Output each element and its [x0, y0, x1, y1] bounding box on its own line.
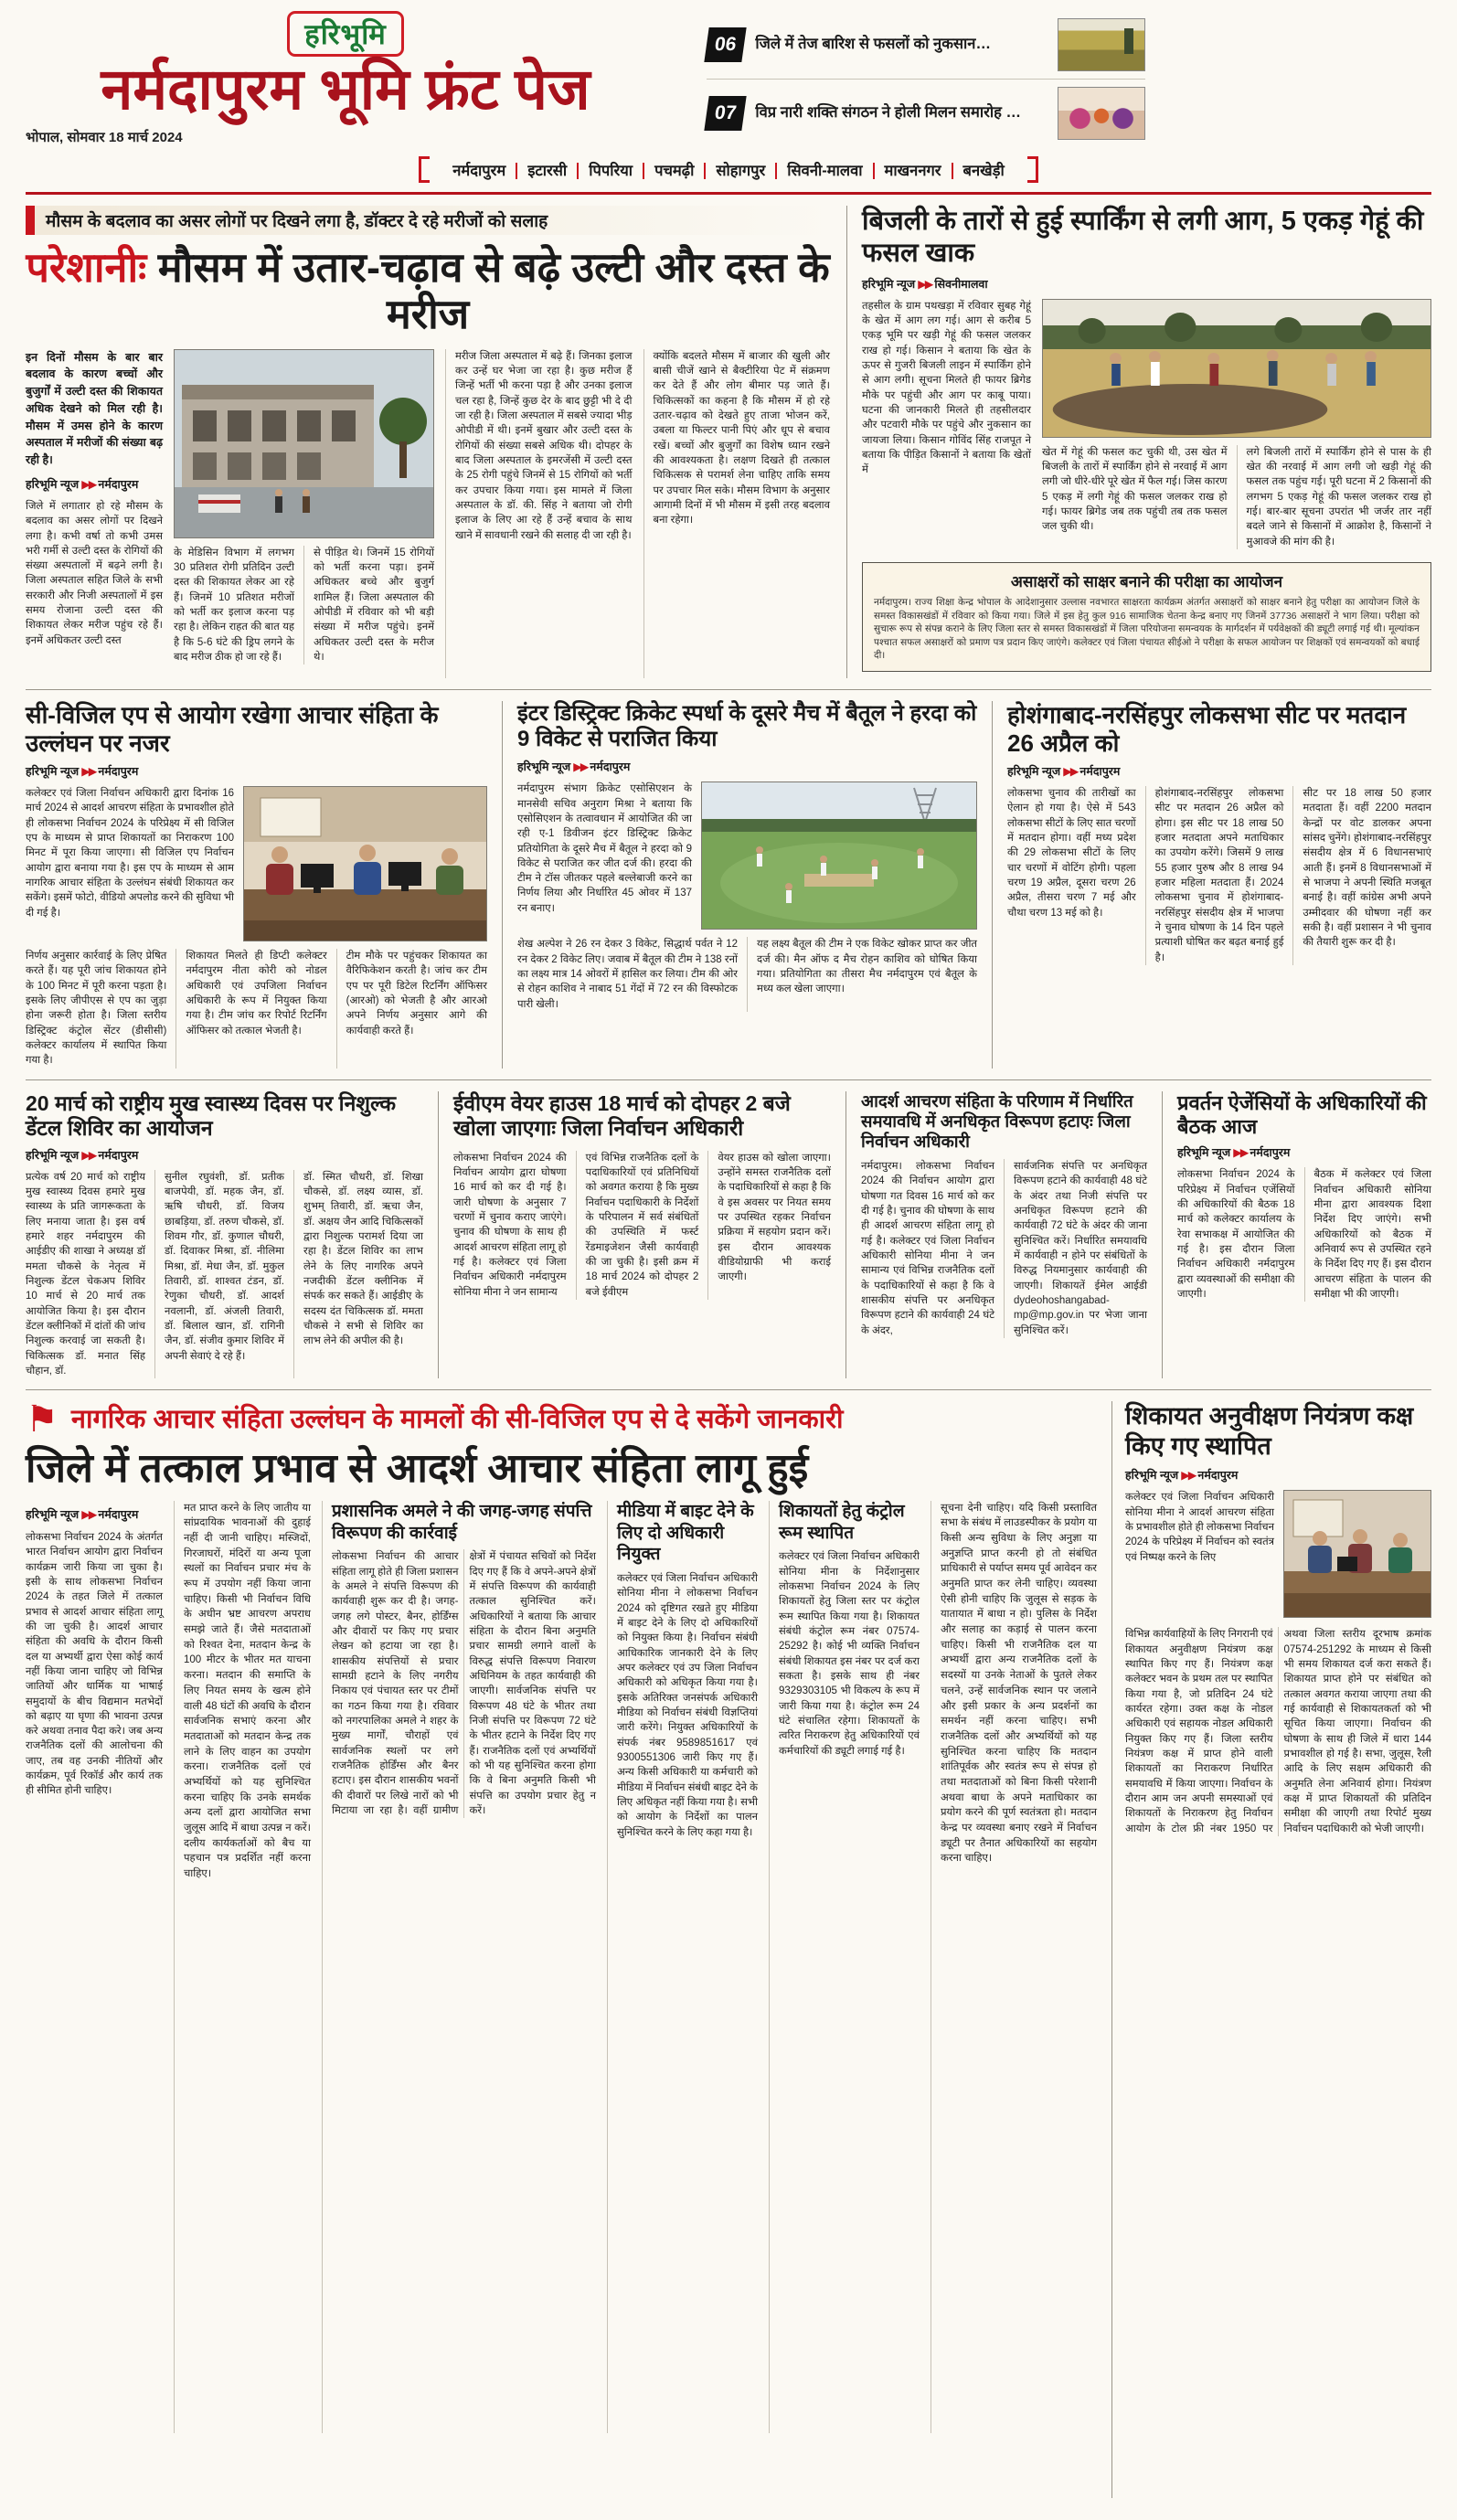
headline: ईवीएम वेयर हाउस 18 मार्च को दोपहर 2 बजे खोला जाएगाः जिला निर्वाचन अधिकारी	[453, 1090, 791, 1141]
article-wheat-fire	[846, 206, 1431, 678]
headline	[26, 244, 830, 338]
byline-place: नर्मदापुरम	[98, 477, 139, 491]
holi-milan-photo	[1058, 87, 1145, 140]
body-text: सूचना देनी चाहिए। यदि किसी प्रस्तावित सभा के संबंध में लाउडस्पीकर के प्रयोग या किसी अन्य सुविधा के लिए अनुज्ञा या अनुज्ञप्ति प्राप्त करनी हो तो संबंधित प्राधिकारी से पर्याप्त समय पूर्व आवेदन कर अनुमति प्राप्त कर लेनी चाहिए। व्यवस्था ऐसी होनी चाहिए कि जुलूस से सड़क के यातायात में बाधा न हो। पुलिस के निर्देश और सलाह का कड़ाई से पालन करना चाहिए। किसी भी राजनैतिक दल या अभ्यर्थी द्वारा अन्य राजनैतिक दलों के सदस्यों या उनके नेताओं के पुतले लेकर चलने, उन्हें सार्वजनिक स्थान पर जलाने और इसी प्रकार के अन्य प्रदर्शनों का समर्थन नहीं करना चाहिए। सभी राजनैतिक दलों और अभ्यर्थियों को यह सुनिश्चित करना चाहिए कि मतदान शांतिपूर्वक और स्वतंत्र रूप से संपन्न हो तथा मतदाताओं को बिना किसी परेशानी अथवा बाधा के अपने मताधिकार का प्रयोग करने की पूर्ण स्वतंत्रता हो। मतदान केन्द्र पर व्यवस्था बनाए रखने में निर्वाचन ड्यूटी पर तैनात अधिकारियों का सहयोग करना चाहिए।	[931, 1501, 1097, 2433]
body-text: होशंगाबाद-नरसिंहपुर लोकसभा सीट पर मतदान 26 अप्रैल को होगा। इस सीट पर 18 लाख 50 हजार मतदाता अपने मताधिकार का उपयोग करेंगे। जिसमें 9 लाख 55 हजार पुरुष और 8 लाख 94 हजार महिला मतदाता हैं। 2024 लोकसभा चुनाव में होशंगाबाद-नरसिंहपुर संसदीय क्षेत्र में भाजपा ने चुनाव घोषणा के 14 दिन पहले प्रत्याशी घोषित कर बढ़त बनाई हुई है।	[1145, 786, 1284, 965]
headline-text: मौसम में उतार-चढ़ाव से बढ़े उल्टी और दस्त के मरीज	[146, 244, 830, 338]
article-body	[26, 786, 487, 941]
body-text: लोकसभा निर्वाचन 2024 के परिप्रेक्ष्य में निर्वाचन एजेंसियों की अधिकारियों की बैठक 18 मार्च को कलेक्टर कार्यालय के रेवा सभाकक्ष में आयोजित की गई है। इस दौरान जिला निर्वाचन अधिकारी नर्मदापुरम द्वारा व्यवस्थाओं की समीक्षा की जाएगी।	[1177, 1169, 1295, 1300]
article-property-defacement	[322, 1501, 596, 2433]
city-name: पचमढ़ी	[643, 163, 704, 179]
headline: होशंगाबाद-नरसिंहपुर लोकसभा सीट पर मतदान 26 अप्रैल को	[1007, 700, 1407, 757]
byline-arrows-icon: ▶▶	[1181, 1469, 1196, 1483]
city-name: पिपरिया	[577, 163, 643, 179]
middle-stories-row-1	[26, 701, 1431, 1069]
headline: प्रवर्तन ऐजेंसियों के अधिकारियों की बैठक आज	[1177, 1090, 1427, 1138]
burnt-field-photo	[1042, 299, 1431, 438]
body-text: शिकायत मिलते ही डिप्टी कलेक्टर नर्मदापुरम नीता कोरी को नोडल अधिकारी एवं उपजिला निर्वाचन अधिकारी के रूप में नियुक्त किया गया है। टीम जांच कर रिपोर्ट रिटर्निंग ऑफिसर को तत्काल भेजती है।	[175, 949, 326, 1069]
body-text: खेत में गेहूं की फसल कट चुकी थी, उस खेत में बिजली के तारों में स्पार्किंग होने से नरवाई में आग लगी जो धीरे-धीरे पूरे खेत में फैल गई। जिस कारण 5 एकड़ में लगी गेहूं की फसल जलकर राख हो गई। फायर ब्रिगेड जब तक पहुंची तब तक फसल जल चुकी थी।	[1042, 446, 1228, 533]
city-name: इटारसी	[516, 163, 577, 179]
page-title: नर्मदापुरम भूमि फ्रंट पेज	[101, 58, 590, 122]
newspaper-logo	[287, 11, 404, 57]
body-text: बैठक में कलेक्टर एवं जिला निर्वाचन अधिकारी सोनिया मीना द्वारा आवश्यक दिशा निर्देश दिए जाएंगे। सभी अधिकारियों को बैठक में अनिवार्य रूप से उपस्थित रहने के निर्देश दिए गए हैं। इस दौरान आचरण संहिता के पालन की समीक्षा भी की जाएगी।	[1304, 1167, 1432, 1302]
flag-icon: ⚑	[26, 1399, 58, 1441]
byline-arrows-icon: ▶▶	[573, 760, 588, 774]
article-code-of-conduct	[26, 1401, 1097, 2498]
body-text: नर्मदापुरम। राज्य शिक्षा केन्द्र भोपाल के आदेशानुसार उल्लास नवभारत साक्षरता कार्यक्रम अंतर्गत असाक्षरों को साक्षर बनाने हेतु परीक्षा का आयोजन जिले के समस्त विकासखंडों में रविवार को किया गया। जिले में इस हेतु कुल 916 सामाजिक चेतना केन्द्र बनाए गए जिनमें 37736 असाक्षरों ने भाग लिया। परीक्षा को सुचारू रूप से संपन्न कराने के लिए जिला स्तर से समस्त विकासखंडों में जिला परियोजना समन्वयक के मार्गदर्शन में पर्यवेक्षकों की ड्यूटी लगाई गई थी। मूल्यांकन पश्चात सफल असाक्षरों को प्रमाण पत्र प्रदान किए जाएंगे। कलेक्टर एवं जिला पंचायत सीईओ ने परीक्षा के सफल आयोजन पर शिक्षकों एवं समन्वयकों को बधाई दी।	[874, 597, 1420, 661]
byline-agency: हरिभूमि न्यूज	[517, 760, 571, 774]
headline: 20 मार्च को राष्ट्रीय मुख स्वास्थ्य दिवस पर निशुल्क डेंटल शिविर का आयोजन	[26, 1090, 397, 1141]
body-text: नर्मदापुरम संभाग क्रिकेट एसोसिएशन के मानसेवी सचिव अनुराग मिश्रा ने बताया कि एसोसिएशन के तत्वावधान में आयोजित की जा रही ए-1 डिवीजन इंटर डिस्ट्रिक्ट क्रिकेट प्रतियोगिता के दूसरे मैच में बैतूल ने हरदा को 9 विकेट से पराजित कर जीत दर्ज की। हरदा की टीम ने टॉस जीतकर पहले बल्लेबाजी करने का निर्णय लिया और निर्धारित 45 ओवर में 137 रन बनाए।	[517, 783, 692, 914]
article-column	[1042, 299, 1431, 549]
body-text: से पीड़ित थे। जिनमें 15 रोगियों को भर्ती करना पड़ा। इनमें अधिकतर बच्चे और बुजुर्ग शामिल हैं। जिला अस्पताल की ओपीडी में रविवार को भी बड़ी संख्या में मरीज पहुंचे। इनमें अधिकतर उल्टी दस्त के मरीज थे।	[303, 546, 434, 665]
article-body	[862, 299, 1431, 549]
byline	[26, 763, 487, 779]
article-body	[1007, 786, 1431, 965]
article-literacy-exam	[862, 562, 1431, 672]
article-complaint-monitoring	[1111, 1401, 1431, 2498]
body-text: मरीज जिला अस्पताल में बढ़े हैं। जिनका इलाज कर उन्हें घर भेजा जा रहा है। कुछ मरीज हैं जिन्हें भर्ती भी करना पड़ा है और उनका इलाज चल रहा है, जिन्हें कुछ देर के बाद छुट्टी भी दे दी जा रही है। जिला अस्पताल में सबसे ज्यादा भीड़ ओपीडी में थी। इनमें बुखार और उल्टी दस्त के रोगियों की संख्या सबसे अधिक थी। दोपहर के बाद जिला अस्पताल के इमरजेंसी में उल्टी दस्त के 25 रोगी पहुंचे जिनमें से 15 रोगियों को भर्ती कर उपचार किया गया। इस मामले में जिला अस्पताल के डॉ. की. सिंह ने बताया जो रोगी इलाज के लिए आ रहे हैं उन्हें बचाव के साथ खाने में सावधानी रखने की सलाह दी जा रही है।	[445, 349, 633, 678]
byline	[1177, 1144, 1431, 1160]
sub-headline: मीडिया में बाइट देने के लिए दो अधिकारी नियुक्त	[617, 1501, 754, 1565]
article-cricket-match	[502, 701, 977, 1069]
cricket-ground-photo	[701, 782, 977, 930]
body-text: विभिन्न कार्यवाहियों के लिए निगरानी एवं शिकायत अनुवीक्षण नियंत्रण कक्ष स्थापित किए गए हैं। नियंत्रण कक्ष कलेक्टर भवन के प्रथम तल पर स्थापित किया गया है, जो प्रतिदिन 24 घंटे कार्यरत रहेगा। उक्त कक्ष के नोडल अधिकारी एवं सहायक नोडल अधिकारी नियुक्त किए गए हैं। जिला स्तरीय नियंत्रण कक्ष में प्राप्त होने वाली शिकायतों का निराकरण निर्धारित समयावधि में किया जाएगा। निर्वाचन के दौरान आम जन अपनी समस्याओं एवं शिकायतों के निराकरण हेतु निर्वाचन आयोग के टोल फ्री नंबर 1950 पर अथवा जिला स्तरीय दूरभाष क्रमांक 07574-251292 के माध्यम से किसी भी समय शिकायत दर्ज करा सकते हैं। शिकायत प्राप्त होने पर संबंधित को तत्काल अवगत कराया जाएगा तथा की गई कार्यवाही से शिकायतकर्ता को भी सूचित किया जाएगा। निर्वाचन की घोषणा के साथ ही जिले में धारा 144 प्रभावशील हो गई है। सभा, जुलूस, रैली आदि के लिए सक्षम अधिकारी की अनुमति लेना अनिवार्य होगा। नियंत्रण कक्ष में प्राप्त शिकायतों की प्रतिदिन समीक्षा की जाएगी तथा रिपोर्ट मुख्य निर्वाचन पदाधिकारी को भेजी जाएगी।	[1125, 1629, 1431, 1834]
lead-paragraph: इन दिनों मौसम के बार बार बदलाव के कारण बच्चों और बुजुर्गों में उल्टी दस्त की शिकायत अधिक देखने को मिल रही है। मौसम में उमस होने के कारण अस्पताल में मरीजों की संख्या बढ़ रही है।	[26, 350, 163, 467]
body-text: वेयर हाउस को खोला जाएगा। उन्होंने समस्त राजनैतिक दलों के पदाधिकारियों से कहा है कि वे इस अवसर पर नियत समय पर उपस्थित रहकर निर्वाचन प्रक्रिया में सहयोग प्रदान करें। इस दौरान आवश्यक वीडियोग्राफी भी कराई जाएगी।	[707, 1151, 831, 1300]
article-body	[861, 1159, 1147, 1338]
body-text: लोकसभा चुनाव की तारीखों का ऐलान हो गया है। ऐसे में 543 लोकसभा सीटों के लिए सात चरणों में मतदान होगा। वहीं मध्य प्रदेश की 29 लोकसभा सीटों के लिए चार चरणों में वोटिंग होगी। पहला चरण 19 अप्रैल, दूसरा चरण 26 अप्रैल, तीसरा चरण 7 मई और चौथा चरण 13 मई को है।	[1007, 787, 1136, 919]
article-body	[26, 349, 830, 678]
masthead-teasers	[707, 11, 1145, 147]
article-media-officers	[607, 1501, 758, 2433]
article-control-room	[769, 1501, 920, 2433]
article-column	[174, 349, 434, 678]
monitoring-room-photo	[1283, 1490, 1431, 1618]
teaser-item	[707, 11, 1145, 79]
middle-stories-row-2	[26, 1091, 1431, 1379]
article-enforcement-meeting	[1162, 1091, 1431, 1379]
headline: सी-विजिल एप से आयोग रखेगा आचार संहिता के उल्लंघन पर नजर	[26, 700, 439, 757]
byline-agency: हरिभूमि न्यूज	[1007, 764, 1061, 778]
top-stories-row	[26, 206, 1431, 678]
byline-place: नर्मदापुरम	[1250, 1146, 1291, 1160]
teaser-headline: जिले में तेज बारिश से फसलों को नुकसान…	[755, 36, 991, 53]
byline	[26, 476, 163, 492]
article-columns-under-photo	[1042, 445, 1431, 549]
article-columns-under-photo	[26, 949, 487, 1069]
article-weather-illness	[26, 206, 830, 678]
byline-agency: हरिभूमि न्यूज	[1125, 1469, 1179, 1483]
article-evm-warehouse	[438, 1091, 831, 1379]
headline: आदर्श आचरण संहिता के परिणाम में निर्धारित समयावधि में अनधिकृत विरूपण हटाएः जिला निर्वाचन अधिकारी	[861, 1090, 1133, 1151]
section-divider	[26, 1389, 1431, 1390]
sub-headline: प्रशासनिक अमले ने की जगह-जगह संपत्ति विरूपण की कार्रवाई	[332, 1501, 592, 1543]
article-body	[26, 1170, 423, 1379]
article-cvigil-app	[26, 701, 487, 1069]
byline-arrows-icon: ▶▶	[81, 764, 96, 778]
article-column	[26, 1501, 163, 2433]
body-text: नर्मदापुरम। लोकसभा निर्वाचन 2024 की निर्वाचन आयोग द्वारा घोषणा गत दिवस 16 मार्च को कर दी गई है। चुनाव की घोषणा के साथ ही आदर्श आचरण संहिता लागू हो गई है। कलेक्टर एवं जिला निर्वाचन अधिकारी सोनिया मीना ने जन सामान्य एवं विभिन्न राजनैतिक दलों के पदाधिकारियों से कहा है कि वे शासकीय संपत्ति पर अनधिकृत विरूपण हटाने की कार्यवाही 24 घंटे के अंदर,	[861, 1161, 994, 1336]
byline	[862, 276, 1431, 292]
article-dental-camp	[26, 1091, 423, 1379]
byline-place: नर्मदापुरम	[98, 1507, 139, 1521]
banner-text: नागरिक आचार संहिता उल्लंघन के मामलों की सी-विजिल एप से दे सकेंगे जानकारी	[70, 1404, 844, 1434]
byline-agency: हरिभूमि न्यूज	[26, 477, 80, 491]
byline-place: नर्मदापुरम	[590, 760, 631, 774]
byline	[26, 1147, 423, 1163]
kicker: मौसम के बदलाव का असर लोगों पर दिखने लगा है, डॉक्टर दे रहे मरीजों को सलाह	[26, 206, 830, 235]
dateline: भोपाल, सोमवार 18 मार्च 2024	[26, 130, 183, 146]
article-columns-under-photo	[517, 937, 977, 1012]
byline-place: नर्मदापुरम	[1197, 1469, 1239, 1483]
headline: इंटर डिस्ट्रिक्ट क्रिकेट स्पर्धा के दूसरे मैच में बैतूल ने हरदा को 9 विकेट से पराजित किया	[517, 700, 977, 752]
body-text: तहसील के ग्राम पथखड़ा में रविवार सुबह गेहूं के खेत में आग लग गई। आग से करीब 5 एकड़ भूमि पर खड़ी गेहूं की फसल जलकर राख हो गई। किसान ने बताया कि खेत के ऊपर से गुजरी बिजली लाइन में स्पार्किंग होने से आग लगी। सूचना मिलते ही फायर ब्रिगेड मौके पर पहुंची और आग पर काबू पाया। घटना की जानकारी मिलते ही तहसीलदार और पटवारी मौके पर पहुंचे और नुकसान का जायजा लिया। किसान गोविंद सिंह राजपूत ने बताया कि पीड़ित किसानों ने बताया कि खेतों में	[862, 300, 1031, 476]
page-number-badge: 06	[704, 27, 747, 62]
body-text: सार्वजनिक संपत्ति पर अनधिकृत विरूपण हटाने की कार्यवाही 48 घंटे के अंदर तथा निजी संपत्ति पर अनधिकृत विरूपण हटाने की कार्यवाही 72 घंटे के अंदर की जाना सुनिश्चित करें। निर्धारित समयावधि में कार्यवाही न होने पर संबंधितों के विरुद्ध नियमानुसार कार्यवाही की जाएगी। शिकायतें ईमेल आईडी dydeohoshangabad-mp@mp.gov.in पर भेजा जाना सुनिश्चित करें।	[1004, 1159, 1147, 1338]
section-divider	[26, 192, 1431, 195]
byline-agency: हरिभूमि न्यूज	[26, 1507, 80, 1521]
body-text: क्योंकि बदलते मौसम में बाजार की खुली और बासी चीजें खाने से बैक्टीरिया पेट में संक्रमण कर देते हैं और लोग बीमार पड़ जाते हैं। चिकित्सकों का कहना है कि मौसम में हो रहे उतार-चढ़ाव को देखते हुए ताजा भोजन करें, उबला या फिल्टर पानी पिएं और धूप से बचाव रखें। बच्चों और बुजुर्गों का विशेष ध्यान रखने की आवश्यकता है। लक्षण दिखते ही तत्काल चिकित्सक से परामर्श लेना चाहिए ताकि समय पर उपचार मिल सके। मौसम विभाग के अनुसार आगामी दिनों में भी मौसम में इसी तरह बदलाव बना रहेगा।	[643, 349, 831, 678]
byline-arrows-icon: ▶▶	[81, 477, 96, 491]
body-text: लोकसभा निर्वाचन 2024 के अंतर्गत भारत निर्वाचन आयोग द्वारा निर्वाचन कार्यक्रम जारी किया जा चुका है। इसी के साथ लोकसभा निर्वाचन 2024 के तहत जिले में तत्काल प्रभाव से आदर्श आचार संहिता लागू की जा चुकी है। आदर्श आचार संहिता की अवधि के दौरान किसी दल या अभ्यर्थी द्वारा ऐसा कोई कार्य नहीं किया जाना चाहिए जो विभिन्न जातियों और धार्मिक या भाषाई समुदायों के बीच विद्यमान मतभेदों को बढ़ाए या घृणा की भावना उत्पन्न करे अथवा तनाव पैदा करे। जब अन्य राजनैतिक दलों की आलोचना की जाए, तब वह उनकी नीतियों और कार्यक्रम, पूर्व रिकॉर्ड और कार्य तक ही सीमित होनी चाहिए।	[26, 1531, 163, 1797]
city-name: माखननगर	[873, 163, 952, 179]
cvigil-info-banner	[26, 1399, 1097, 1441]
city-name: सिवनी-मालवा	[775, 163, 872, 179]
crop-damage-photo	[1058, 18, 1145, 71]
body-text: टीम मौके पर पहुंचकर शिकायत का वैरिफिकेशन करती है। जांच कर टीम एप पर पूरी डिटेल रिटर्निंग ऑफिसर (आरओ) को भेजती है और आरओ अपने निर्णय अनुसार आगे की कार्यवाही करते हैं।	[336, 949, 487, 1069]
article-body	[453, 1151, 831, 1300]
body-text: कलेक्टर एवं जिला निर्वाचन अधिकारी द्वारा दिनांक 16 मार्च 2024 से आदर्श आचरण संहिता के प्रभावशील होते ही लोकसभा निर्वाचन 2024 के परिप्रेक्ष्य में सी विजिल एप के माध्यम से प्राप्त शिकायतों का निराकरण 100 मिनट में पूरा किया जाएगा। सी विजिल एप निर्वाचन आयोग द्वारा बनाया गया है। इस एप के माध्यम से आम नागरिक आचार संहिता के उल्लंघन संबंधी शिकायत कर सकेंगे। इसमें फोटो, वीडियो अपलोड करने की सुविधा भी दी गई है।	[26, 787, 234, 919]
body-text: लोकसभा निर्वाचन की आचार संहिता लागू होते ही जिला प्रशासन के अमले ने संपत्ति विरूपण की कार्यवाही शुरू कर दी है। जगह-जगह लगे पोस्टर, बैनर, होर्डिंग्स और दीवारों पर किए गए प्रचार लेखन को हटाया जा रहा है। शासकीय संपत्तियों से प्रचार सामग्री हटाने के लिए नगरीय निकाय एवं पंचायत स्तर पर टीमों का गठन किया गया है। रविवार को नगरपालिका अमले ने शहर के मुख्य मार्गों, चौराहों एवं सार्वजनिक स्थलों पर लगे राजनैतिक होर्डिंग्स और बैनर हटाए। इस दौरान शासकीय भवनों की दीवारों पर लिखे नारों को भी मिटाया जा रहा है। वहीं ग्रामीण क्षेत्रों में पंचायत सचिवों को निर्देश दिए गए हैं कि वे अपने-अपने क्षेत्रों में संपत्ति विरूपण की कार्यवाही तत्काल सुनिश्चित करें। अधिकारियों ने बताया कि आचार संहिता के दौरान बिना अनुमति प्रचार सामग्री लगाने वालों के विरुद्ध संपत्ति विरूपण निवारण अधिनियम के तहत कार्यवाही की जाएगी। सार्वजनिक संपत्ति पर विरूपण 48 घंटे के भीतर तथा निजी संपत्ति पर विरूपण 72 घंटे के भीतर हटाने के निर्देश दिए गए हैं। राजनैतिक दलों एवं अभ्यर्थियों को भी यह सुनिश्चित करना होगा कि वे बिना अनुमति किसी भी संपत्ति का उपयोग प्रचार हेतु न करें।	[332, 1551, 596, 1816]
byline-place: नर्मदापुरम	[1079, 764, 1121, 778]
teaser-headline: विप्र नारी शक्ति संगठन ने होली मिलन समारोह …	[755, 104, 1021, 122]
byline-agency: हरिभूमि न्यूज	[26, 764, 80, 778]
headline: जिले में तत्काल प्रभाव से आदर्श आचार संहिता लागू हुई	[26, 1446, 809, 1492]
byline-agency: हरिभूमि न्यूज	[862, 277, 916, 291]
byline	[517, 759, 977, 774]
article-remove-defacement	[845, 1091, 1147, 1379]
article-columns-under-photo	[174, 546, 434, 665]
body-text: लोकसभा निर्वाचन 2024 की निर्वाचन आयोग द्वारा घोषणा 16 मार्च को कर दी गई है। जारी घोषणा के अनुसार 7 चरणों में चुनाव कराए जाएंगे। चुनाव की घोषणा के साथ ही आदर्श आचरण संहिता लागू हो गई है। कलेक्टर एवं जिला निर्वाचन अधिकारी नर्मदापुरम सोनिया मीना ने जन सामान्य	[453, 1152, 567, 1298]
headline: शिकायत अनुवीक्षण नियंत्रण कक्ष किए गए स्थापित	[1125, 1402, 1414, 1461]
body-text: सीट पर 18 लाख 50 हजार मतदाता हैं। वहीं 2200 मतदान केन्द्रों पर वोट डालकर अपना सांसद चुनेंगे। होशंगाबाद-नरसिंहपुर संसदीय क्षेत्र में 6 विधानसभाएं आती हैं। इनमें 8 विधानसभाओं में से भाजपा ने अपनी स्थिति मजबूत बनाई है। वहीं कांग्रेस अभी अपने उम्मीदवार की घोषणा नहीं कर सकी है। वहीं प्रशासन ने भी चुनाव की तैयारी शुरू कर दी है।	[1292, 786, 1431, 965]
body-text: निर्णय अनुसार कार्रवाई के लिए प्रेषित करते हैं। यह पूरी जांच शिकायत होने के 100 मिनट में पूरी करना पड़ता है। इसके लिए जीपीएस से एप का जुड़ा होना जरूरी होता है। जिला स्तरीय डिस्ट्रिक्ट कंट्रोल सेंटर (डीसीसी) कलेक्टर कार्यालय में स्थापित किया गया है।	[26, 950, 167, 1067]
control-room-photo	[243, 786, 487, 941]
body-text: मत प्राप्त करने के लिए जातीय या सांप्रदायिक भावनाओं की दुहाई नहीं दी जानी चाहिए। मस्जिदों, गिरजाघरों, मंदिरों या अन्य पूजा स्थलों का निर्वाचन प्रचार मंच के रूप में उपयोग नहीं किया जाना चाहिए। किसी भी निर्वाचन विधि के अधीन भ्रष्ट आचरण अपराध समझे जाते हैं। जैसे मतदाताओं को रिश्वत देना, मतदान केन्द्र के 100 मीटर के भीतर मत याचना करना। मतदान की समाप्ति के लिए नियत समय के खत्म होने वाली 48 घंटों की अवधि के दौरान सार्वजनिक सभाएं करना और मतदाताओं को मतदान केन्द्र तक लाने के लिए वाहन का उपयोग करना। राजनैतिक दलों एवं अभ्यर्थियों को यह सुनिश्चित करना चाहिए कि उनके समर्थक अन्य दलों द्वारा आयोजित सभा जुलूस आदि में बाधा उत्पन्न न करें। दलीय कार्यकर्ताओं को बैच या पहचान पत्र प्रदर्शित नहीं करना चाहिए।	[174, 1501, 311, 2433]
byline-arrows-icon: ▶▶	[1063, 764, 1078, 778]
body-text: डॉ. स्मित चौधरी, डॉ. शिखा चौकसे, डॉ. लक्ष्य व्यास, डॉ. शुभम् तिवारी, डॉ. ऋचा जैन, डॉ. अक्षय जैन आदि चिकित्सकों द्वारा निशुल्क परामर्श दिया जा रहा है। डेंटल शिविर का लाभ लेने के लिए नागरिक अपने नजदीकी डेंटल क्लीनिक में संपर्क कर सकते हैं। आईडीए के सदस्य दंत चिकित्सक डॉ. ममता चौकसे ने सभी से शिविर का लाभ लेने की अपील की है।	[293, 1170, 423, 1379]
city-name: सोहागपुर	[704, 163, 775, 179]
byline-place: सिवनीमालवा	[934, 277, 988, 291]
byline-arrows-icon: ▶▶	[1233, 1146, 1248, 1160]
masthead-title-block	[26, 11, 665, 146]
byline-arrows-icon: ▶▶	[918, 277, 932, 291]
body-text: लगे बिजली तारों में स्पार्किंग होने से पास के ही खेत की नरवाई में आग लगी जो खड़ी गेहूं की फसल तक पहुंच गई। पूरी घटना में 2 किसानों की लगभग 5 एकड़ गेहूं की फसल जलकर राख हो गई। बार-बार सूचना उपरांत भी जर्जर तार नहीं बदले जाने से किसानों में आक्रोश है, किसानों ने मुआवजे की मांग की है।	[1237, 445, 1432, 549]
headline-accent: परेशानीः	[26, 244, 147, 291]
bottom-section	[26, 1401, 1431, 2498]
section-divider	[26, 1079, 1431, 1080]
sub-headline: शिकायतों हेतु कंट्रोल रूम स्थापित	[779, 1501, 905, 1543]
body-text: सुनील रघुवंशी, डॉ. प्रतीक बाजपेयी, डॉ. महक जैन, डॉ. ऋषि चौधरी, डॉ. विजय छाबड़िया, डॉ. तरुण चौकसे, डॉ. शिवम गौर, डॉ. कुणाल चौधरी, डॉ. दिवाकर मिश्रा, डॉ. नीलिमा मिश्रा, डॉ. मेधा जैन, डॉ. मुकुल तिवारी, डॉ. शाश्वत टंडन, डॉ. रेणुका चौधरी, डॉ. आदर्श नवलानी, डॉ. अंजली तिवारी, डॉ. बिलाल खान, डॉ. रागिनी जैन, डॉ. संजीव कुमार शिविर में अपनी सेवाएं दे रहे हैं।	[154, 1170, 284, 1379]
body-text: एवं विभिन्न राजनैतिक दलों के पदाधिकारियों एवं प्रतिनिधियों को अवगत कराया है कि मुख्य निर्वाचन पदाधिकारी के निर्देशों के परिपालन में सर्व संबंधितों की उपस्थिति में फर्स्ट रेंडमाइजेशन जैसी कार्यवाही की जा चुकी है। इसी क्रम में 18 मार्च 2024 को दोपहर 2 बजे ईवीएम	[576, 1151, 699, 1300]
city-name: बनखेड़ी	[952, 163, 1015, 179]
byline-arrows-icon: ▶▶	[81, 1507, 96, 1521]
article-body	[1177, 1167, 1431, 1302]
body-text: के मेडिसिन विभाग में लगभग 30 प्रतिशत रोगी प्रतिदिन उल्टी दस्त की शिकायत लेकर आ रहे हैं। जिनमें 10 प्रतिशत मरीजों को भर्ती कर इलाज करना पड़ रहा है। लेकिन राहत की बात यह है कि 5-6 घंटे की ड्रिप लगने के बाद मरीज ठीक हो जा रहे हैं।	[174, 547, 294, 663]
byline-arrows-icon: ▶▶	[81, 1148, 96, 1162]
edition-cities-bar	[419, 154, 1037, 185]
body-text: यह लक्ष्य बैतूल की टीम ने एक विकेट खोकर प्राप्त कर जीत दर्ज की। मैन ऑफ द मैच रोहन काशिव को घोषित किया गया। प्रतियोगिता का तीसरा मैच नर्मदापुरम एवं बैतूल के मध्य कल खेला जाएगा।	[747, 937, 977, 1012]
headline: असाक्षरों को साक्षर बनाने की परीक्षा का आयोजन	[1010, 573, 1283, 591]
city-name: नर्मदापुरम	[452, 163, 506, 179]
masthead	[26, 11, 1431, 147]
body-text: प्रत्येक वर्ष 20 मार्च को राष्ट्रीय मुख स्वास्थ्य दिवस हमारे मुख स्वास्थ्य के प्रति जागरूकता के लिए मनाया जाता है। इस वर्ष हमारे शहर नर्मदापुरम की आईडीए की शाखा ने अध्यक्ष डॉ ममता चौकसे के नेतृत्व में निशुल्क डेंटल चेकअप शिविर 10 मार्च से 20 मार्च तक आयोजित किया है। इस दौरान डेंटल क्लीनिकों में दांतों की जांच निशुल्क करवाई जा सकती है। चिकित्सक डॉ. मनात सिंह चौहान, डॉ.	[26, 1171, 145, 1377]
body-text: जिले में लगातार हो रहे मौसम के बदलाव का असर लोगों पर दिखने लगा है। कभी वर्षा तो कभी उमस भरी गर्मी से उल्टी दस्त के रोगियों की संख्या अस्पतालों में बढ़ने लगी है। जिला अस्पताल सहित जिले के सभी सरकारी और निजी अस्पतालों में इस समय रोजाना उल्टी दस्त की शिकायत लेकर मरीज पहुंच रहे हैं। इनमें अधिकतर उल्टी दस्त	[26, 500, 163, 646]
edition-cities-wrap	[26, 154, 1431, 185]
teaser-item	[707, 79, 1145, 147]
byline-place: नर्मदापुरम	[98, 764, 139, 778]
article-body	[26, 1501, 1097, 2433]
article-body	[517, 782, 977, 930]
byline	[26, 1506, 163, 1523]
byline	[1125, 1467, 1431, 1483]
article-body	[1125, 1490, 1431, 1618]
article-loksabha-seat-voting	[992, 701, 1431, 1069]
logo-text: हरिभूमि	[304, 18, 387, 50]
body-text: कलेक्टर एवं जिला निर्वाचन अधिकारी सोनिया मीना ने आदर्श आचरण संहिता के प्रभावशील होते ही लोकसभा निर्वाचन 2024 के परिप्रेक्ष्य में निर्वाचन को स्वतंत्र एवं निष्पक्ष करने के लिए	[1125, 1492, 1274, 1563]
body-text: कलेक्टर एवं जिला निर्वाचन अधिकारी सोनिया मीना के निर्देशानुसार लोकसभा निर्वाचन 2024 के लिए शिकायतों हेतु जिला स्तर पर कंट्रोल रूम स्थापित किया गया है। शिकायत संबंधी कंट्रोल रूम नंबर 07574-25292 है। कोई भी व्यक्ति निर्वाचन संबंधी शिकायत इस नंबर पर दर्ज करा सकता है। इसके साथ ही नंबर 9329303105 भी विकल्प के रूप में जारी किया गया है। कंट्रोल रूम 24 घंटे संचालित रहेगा। शिकायतों के त्वरित निराकरण हेतु अधिकारियों एवं कर्मचारियों की ड्यूटी लगाई गई है।	[779, 1551, 920, 1757]
byline-place: नर्मदापुरम	[98, 1148, 139, 1162]
headline: बिजली के तारों से हुई स्पार्किंग से लगी आग, 5 एकड़ गेहूं की फसल खाक	[862, 207, 1424, 269]
byline-agency: हरिभूमि न्यूज	[1177, 1146, 1231, 1160]
section-divider	[26, 689, 1431, 690]
hospital-photo	[174, 349, 434, 538]
byline	[1007, 763, 1431, 779]
byline-agency: हरिभूमि न्यूज	[26, 1148, 80, 1162]
body-text: कलेक्टर एवं जिला निर्वाचन अधिकारी सोनिया मीना ने लोकसभा निर्वाचन 2024 को दृष्टिगत रखते हुए मीडिया में बाइट देने के लिए दो अधिकारियों को नियुक्त किया है। निर्वाचन संबंधी आधिकारिक जानकारी देने के लिए अपर कलेक्टर एवं उप जिला निर्वाचन अधिकारी को अधिकृत किया गया है। इसके अतिरिक्त जनसंपर्क अधिकारी मीडिया को निर्वाचन संबंधी विज्ञप्तियां जारी करेंगे। नियुक्त अधिकारियों के संपर्क नंबर 9589851617 एवं 9300551306 जारी किए गए हैं। अन्य किसी अधिकारी या कर्मचारी को मीडिया में निर्वाचन संबंधी बाइट देने के लिए अधिकृत नहीं किया गया है। सभी को आयोग के निर्देशों का पालन सुनिश्चित करने के लिए कहा गया है।	[617, 1573, 758, 1838]
body-text: शेख अल्पेश ने 26 रन देकर 3 विकेट, सिद्धार्थ पर्वत ने 12 रन देकर 2 विकेट लिए। जवाब में बैतूल की टीम ने 138 रनों का लक्ष्य मात्र 14 ओवरों में हासिल कर लिया। टीम की ओर से रोहन काशिव ने नाबाद 51 गेंदों में 72 रन की विस्फोटक पारी खेली।	[517, 939, 738, 1010]
article-column	[26, 349, 163, 678]
page-number-badge: 07	[704, 96, 747, 131]
